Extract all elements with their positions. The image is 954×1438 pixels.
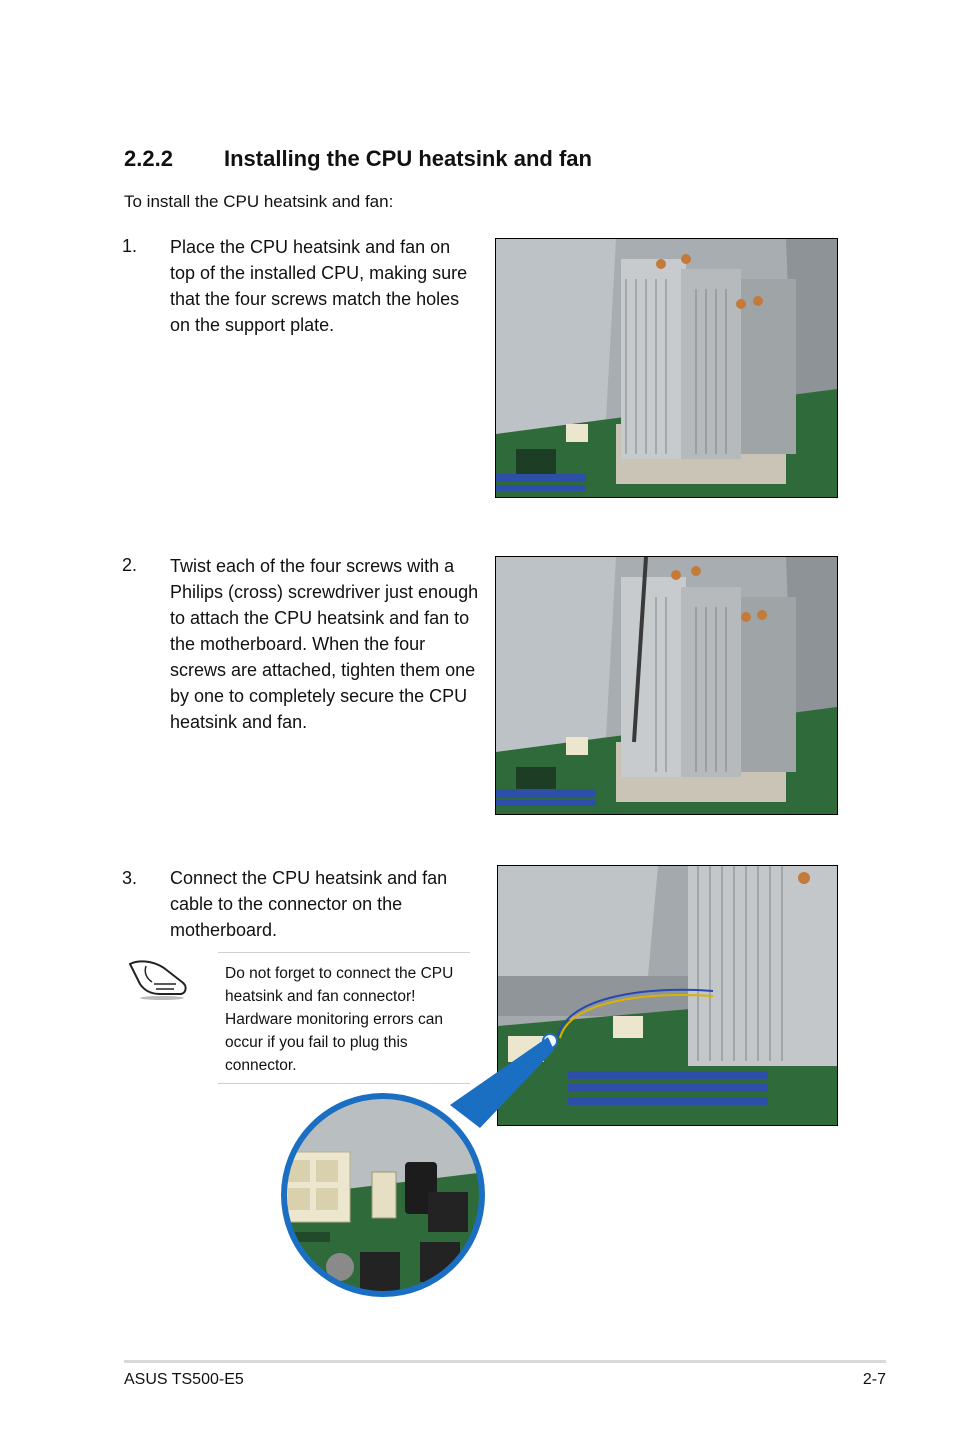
step-1-text: Place the CPU heatsink and fan on top of the installed CPU, making sure that the four screws match the holes on the support plate. [170, 237, 468, 335]
step-1-number: 1. [122, 236, 138, 256]
fan-connector-photo [497, 865, 838, 1126]
step-3-text: Connect the CPU heatsink and fan cable to the connector on the motherboard. [170, 868, 448, 940]
section-title: Installing the CPU heatsink and fan [224, 146, 592, 171]
step-2-text: Twist each of the four screws with a Philips (cross) screwdriver just enough to attach the CPU heatsink and fan to the motherboard. When the four screws are attached, tighten them one by one to completely secure the CPU heatsink and fan. [170, 556, 479, 732]
pointing-hand-icon [126, 952, 192, 1000]
note-text: Do not forget to connect the CPU heatsink and fan connector! Hardware monitoring errors can occur if you fail to plug this connector. [225, 965, 454, 1074]
footer-product: ASUS TS500-E5 [124, 1371, 244, 1388]
intro-text: To install the CPU heatsink and fan: [124, 192, 394, 211]
connector-zoom-inset [280, 1092, 486, 1298]
step-2-number: 2. [122, 555, 138, 575]
step-3-number: 3. [122, 868, 138, 888]
heatsink-placement-photo [495, 238, 838, 498]
section-number: 2.2.2 [124, 146, 173, 171]
footer-rule [124, 1360, 886, 1363]
screwdriver-photo [495, 556, 838, 815]
page-number: 2-7 [862, 1371, 886, 1388]
